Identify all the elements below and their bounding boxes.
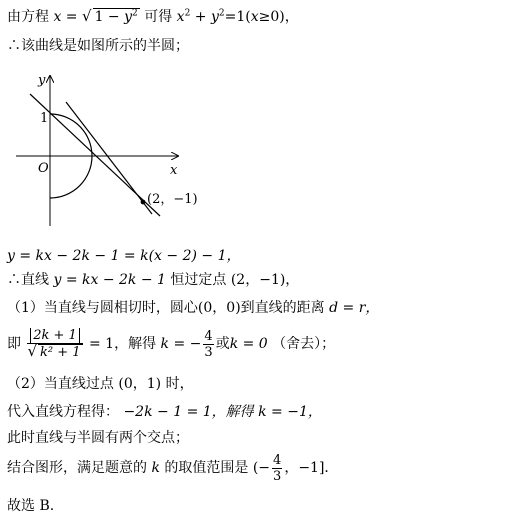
range-four-thirds: $\frac{4}{3}$ <box>273 452 282 484</box>
curve-semicircle-text: ∴该曲线是如图所示的半圆； <box>7 38 189 54</box>
origin-label: O <box>38 161 49 176</box>
distance-formula-line: 即 $\frac{2k + 1}{\text{√ k² + 1}}$ = 1，解得 k = − $\frac{4}{3}$ 或k = 0 （舍去）； <box>7 327 336 360</box>
fixed-point-statement: ∴直线 y = kx − 2k − 1 恒过定点 (2，−1)， <box>7 272 300 288</box>
semicircle-figure <box>10 68 210 240</box>
secant-line <box>66 102 152 214</box>
case-2-through-point: （2）当直线过点 (0，1) 时， <box>7 376 194 392</box>
text-get: 可得 <box>144 9 173 25</box>
point-label: (2，−1) <box>147 192 198 207</box>
two-intersections-text: 此时直线与半圆有两个交点； <box>7 430 189 446</box>
answer-choice: 故选 B. <box>7 498 55 514</box>
tick-one-label: 1 <box>40 111 49 126</box>
text-from-equation: 由方程 <box>7 9 49 25</box>
y-axis-label: y <box>38 73 46 88</box>
range-conclusion: 结合图形，满足题意的 k 的取值范围是 (− $\frac{4}{3}$ ，−1]． <box>7 452 339 484</box>
substitute-line: 代入直线方程得： −2k − 1 = 1，解得 k = −1， <box>7 404 322 420</box>
case-1-tangent: （1）当直线与圆相切时，圆心(0，0)到直线的距离 d = r， <box>7 300 380 316</box>
distance-fraction: $\frac{2k + 1}{\text{√ k² + 1}}$ <box>27 327 81 360</box>
equation-line-1: 由方程 x = √ $1 - y^2$ 可得 $x^2 + y^2=1(x\ge 0)$， <box>7 7 299 25</box>
four-thirds-fraction: $\frac{4}{3}$ <box>204 328 213 360</box>
line-equation-rewrite: y = kx − 2k − 1 = k(x − 2) − 1， <box>7 248 241 264</box>
fixed-point-marker <box>141 200 146 205</box>
x-axis-label: x <box>170 163 178 178</box>
